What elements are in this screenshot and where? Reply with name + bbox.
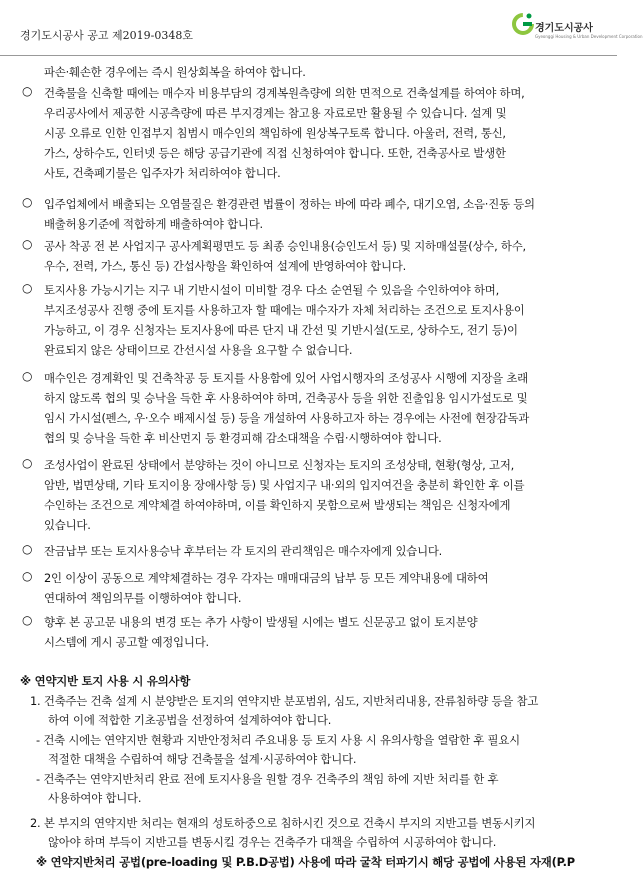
paragraph-line: 조성사업이 완료된 상태에서 분양하는 것이 아니므로 신청자는 토지의 조성상태, 현황(형상, 고저, (44, 458, 515, 472)
section-line: 하여 이에 적합한 기초공법을 선정하여 설계하여야 합니다. (48, 713, 332, 727)
bullet-circle: ○ (22, 456, 33, 470)
paragraph-line: 하지 않도록 협의 및 승낙을 득한 후 사용하여야 하며, 건축공사 등을 위한 진출입용 임시가설도로 및 (44, 391, 528, 405)
paragraph-line: 협의 및 승낙을 득한 후 비산먼지 등 환경피해 감소대책을 수립·시행하여야 합니다. (44, 431, 442, 445)
paragraph-line: 향후 본 공고문 내용의 변경 또는 추가 사항이 발생될 시에는 별도 신문공고 없이 토지분양 (44, 615, 478, 629)
company-logo (512, 10, 643, 50)
paragraph-line: 암반, 법면상태, 기타 토지이용 장애사항 등) 및 사업지구 내·외의 입지여건을 충분히 확인한 후 이를 (44, 478, 525, 492)
section-title: ※ 연약지반 토지 사용 시 유의사항 (20, 674, 191, 688)
section-line: 적절한 대책을 수립하여 해당 건축물을 설계·시공하여야 합니다. (48, 752, 357, 766)
paragraph-line: 가능하고, 이 경우 신청자는 토지사용에 따른 단지 내 간선 및 기반시설(도로, 상하수도, 전기 등)이 (44, 323, 518, 337)
section-line: - 건축주는 연약지반처리 완료 전에 토지사용을 원할 경우 건축주의 책임 하에 지반 처리를 한 후 (36, 772, 499, 786)
section-line: 사용하여야 합니다. (48, 791, 142, 805)
paragraph-line: 임시 가시설(펜스, 우·오수 배제시설 등) 등을 개설하여 사용하고자 하는 경우에는 사전에 현장감독과 (44, 411, 530, 425)
paragraph-line: 잔금납부 또는 토지사용승낙 후부터는 각 토지의 관리책임은 매수자에게 있습니다. (44, 544, 443, 558)
paragraph-line: 완료되지 않은 상태이므로 간선시설 사용을 요구할 수 없습니다. (44, 343, 353, 357)
gh-corp-logo-icon (512, 12, 534, 36)
paragraph-line: 수인하는 조건으로 계약체결 하여야하며, 이를 확인하지 못함으로써 발생되는 책임은 신청자에게 (44, 498, 511, 512)
paragraph-line: 매수인은 경계확인 및 건축착공 등 토지를 사용함에 있어 사업시행자의 조성공사 시행에 지장을 초래 (44, 371, 528, 385)
paragraph-line: 연대하여 책임의무를 이행하여야 합니다. (44, 591, 242, 605)
bullet-circle: ○ (22, 542, 33, 556)
paragraph-line: 부지조성공사 진행 중에 토지를 사용하고자 할 때에는 매수자가 자체 처리하는 조건으로 토지사용이 (44, 303, 525, 317)
paragraph-line: 우리공사에서 제공한 시공측량에 따른 부지경계는 참고용 자료로만 활용될 수 있습니다. 설계 및 (44, 106, 507, 120)
logo-subtitle: Gyeonggi Housing & Urban Development Corporation (535, 34, 643, 39)
paragraph-line: 토지사용 가능시기는 지구 내 기반시설이 미비할 경우 다소 순연될 수 있음을 수인하여야 하며, (44, 283, 499, 297)
bullet-circle: ○ (22, 237, 33, 251)
section-line: 2. 본 부지의 연약지반 처리는 현재의 성토하중으로 침하시킨 것으로 건축시 부지의 지반고를 변동시키지 (30, 816, 536, 830)
bullet-circle: ○ (22, 613, 33, 627)
header-divider (0, 55, 617, 56)
section-line: 1. 건축주는 건축 설계 시 분양받은 토지의 연약지반 분포범위, 심도, 지반처리내용, 잔류침하량 등을 참고 (30, 694, 539, 708)
paragraph-line: 시스템에 게시 공고할 예정입니다. (44, 635, 209, 649)
paragraph-line: 있습니다. (44, 518, 91, 532)
bullet-circle: ○ (22, 281, 33, 295)
paragraph-line: 2인 이상이 공동으로 계약체결하는 경우 각자는 매매대금의 납부 등 모든 계약내용에 대하여 (44, 571, 489, 585)
section-note: ※ 연약지반처리 공법(pre-loading 및 P.B.D공법) 사용에 따라 굴착 터파기시 해당 공법에 사용된 자재(P.P (36, 855, 575, 869)
paragraph-line: 입주업체에서 배출되는 오염물질은 환경관련 법률이 정하는 바에 따라 폐수, 대기오염, 소음·진동 등의 (44, 197, 535, 211)
paragraph-line: 공사 착공 전 본 사업지구 공사계획평면도 등 최종 승인내용(승인도서 등) 및 지하매설물(상수, 하수, (44, 239, 526, 253)
paragraph-line: 파손·훼손한 경우에는 즉시 원상회복을 하여야 합니다. (44, 65, 306, 79)
section-line: 않아야 하며 부득이 지반고를 변동시킬 경우는 건축주가 대책을 수립하여 시공하여야 합니다. (48, 835, 497, 849)
paragraph-line: 건축물을 신축할 때에는 매수자 비용부담의 경계복원측량에 의한 면적으로 건축설계를 하여야 하며, (44, 86, 525, 100)
section-line: - 건축 시에는 연약지반 현황과 지반안정처리 주요내용 등 토지 사용 시 유의사항을 열람한 후 필요시 (36, 733, 520, 747)
bullet-circle: ○ (22, 84, 33, 98)
bullet-circle: ○ (22, 195, 33, 209)
bullet-circle: ○ (22, 369, 33, 383)
bullet-circle: ○ (22, 569, 33, 583)
paragraph-line: 가스, 상하수도, 인터넷 등은 해당 공급기관에 직접 신청하여야 합니다. 또한, 건축공사로 발생한 (44, 146, 506, 160)
logo-name: 경기도시공사 (535, 23, 593, 34)
notice-number: 경기도시공사 공고 제2019-0348호 (20, 29, 193, 42)
paragraph-line: 배출허용기준에 적합하게 배출하여야 합니다. (44, 217, 263, 231)
document-header (0, 0, 643, 56)
paragraph-line: 우수, 전력, 가스, 통신 등) 간섭사항을 확인하여 설계에 반영하여야 합니다. (44, 259, 407, 273)
paragraph-line: 시공 오류로 인한 인접부지 침범시 매수인의 책임하에 원상복구토록 합니다. 아울러, 전력, 통신, (44, 126, 506, 140)
paragraph-line: 사토, 건축폐기물은 입주자가 처리하여야 합니다. (44, 166, 281, 180)
